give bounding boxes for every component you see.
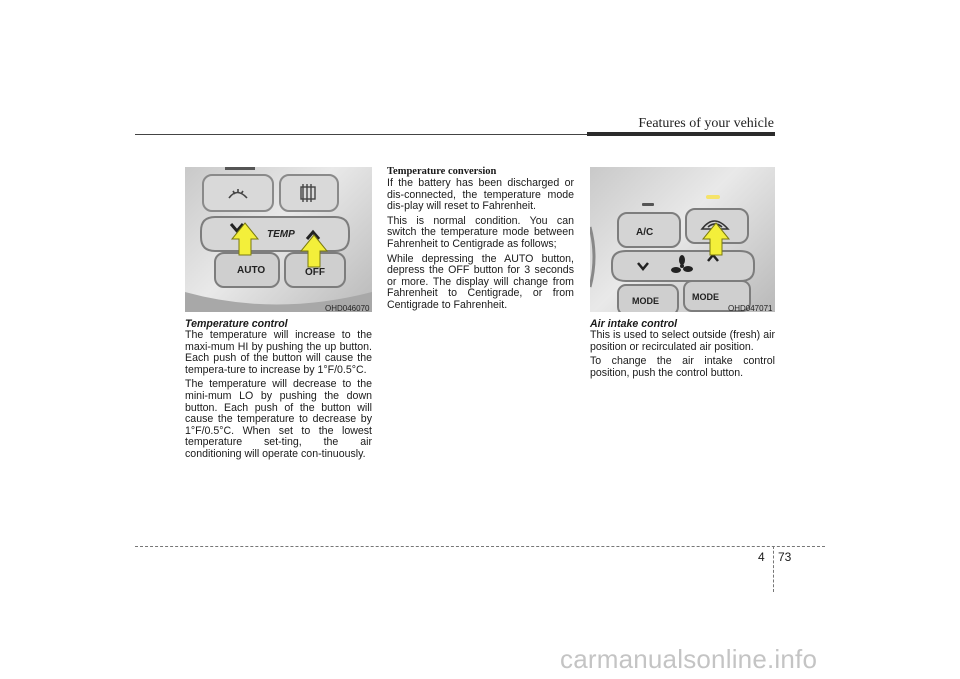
section-temperature-control xyxy=(185,318,372,464)
section-title: Air intake control xyxy=(590,318,678,330)
footer-rule xyxy=(135,546,825,547)
paragraph: The temperature will increase to the maxi-mum HI by pushing the up button. Each push of the button will cause the tempera-ture to increase by 1°F/0.5°C. xyxy=(185,329,372,376)
page-number: 73 xyxy=(778,550,792,564)
paragraph: The temperature will decrease to the mini-mum LO by pushing the down button. Each push of the button will cause the temperature to decrease by 1°F/0.5°C. When set to the lowest temperature set-ting, the air conditioning will operate con-tinuously. xyxy=(185,378,372,460)
figure-code: OHD046070 xyxy=(325,304,370,313)
section-number: 4 xyxy=(758,550,765,564)
footer-divider xyxy=(773,546,774,592)
temp-label: TEMP xyxy=(267,229,295,240)
mode-right-label: MODE xyxy=(692,292,719,302)
paragraph: This is used to select outside (fresh) air position or recirculated air position. xyxy=(590,329,775,353)
temperature-panel-illustration xyxy=(185,167,372,312)
section-temperature-conversion xyxy=(387,166,574,315)
paragraph: This is normal condition. You can switch the temperature mode between Fahrenheit to Centigrade as follows; xyxy=(387,214,574,250)
indicator-led xyxy=(225,167,255,170)
auto-label: AUTO xyxy=(237,265,266,276)
section-air-intake-control xyxy=(590,318,775,382)
intake-indicator-led xyxy=(706,195,720,199)
figure-air-intake-controls xyxy=(590,167,775,312)
paragraph: To change the air intake control position, push the control button. xyxy=(590,355,775,379)
header-bar xyxy=(587,132,775,136)
figure-code: OHD047071 xyxy=(728,304,773,313)
paragraph: If the battery has been discharged or dis-connected, the temperature mode dis-play will reset to Fahrenheit. xyxy=(387,177,574,213)
mode-left-label: MODE xyxy=(632,296,659,306)
section-title: Temperature control xyxy=(185,318,288,330)
figure-temperature-controls xyxy=(185,167,372,312)
section-title: Temperature conversion xyxy=(387,166,497,177)
watermark: carmanualsonline.info xyxy=(560,644,818,674)
paragraph: While depressing the AUTO button, depress the OFF button for 3 seconds or more. The display will change from Fahrenheit to Centigrade, or from Centigrade to Fahrenheit. xyxy=(387,252,574,311)
off-label: OFF xyxy=(305,267,325,278)
running-header: Features of your vehicle xyxy=(638,116,774,131)
ac-label: A/C xyxy=(636,227,654,238)
air-intake-panel-illustration xyxy=(590,167,775,312)
rear-defrost-button xyxy=(280,175,338,211)
